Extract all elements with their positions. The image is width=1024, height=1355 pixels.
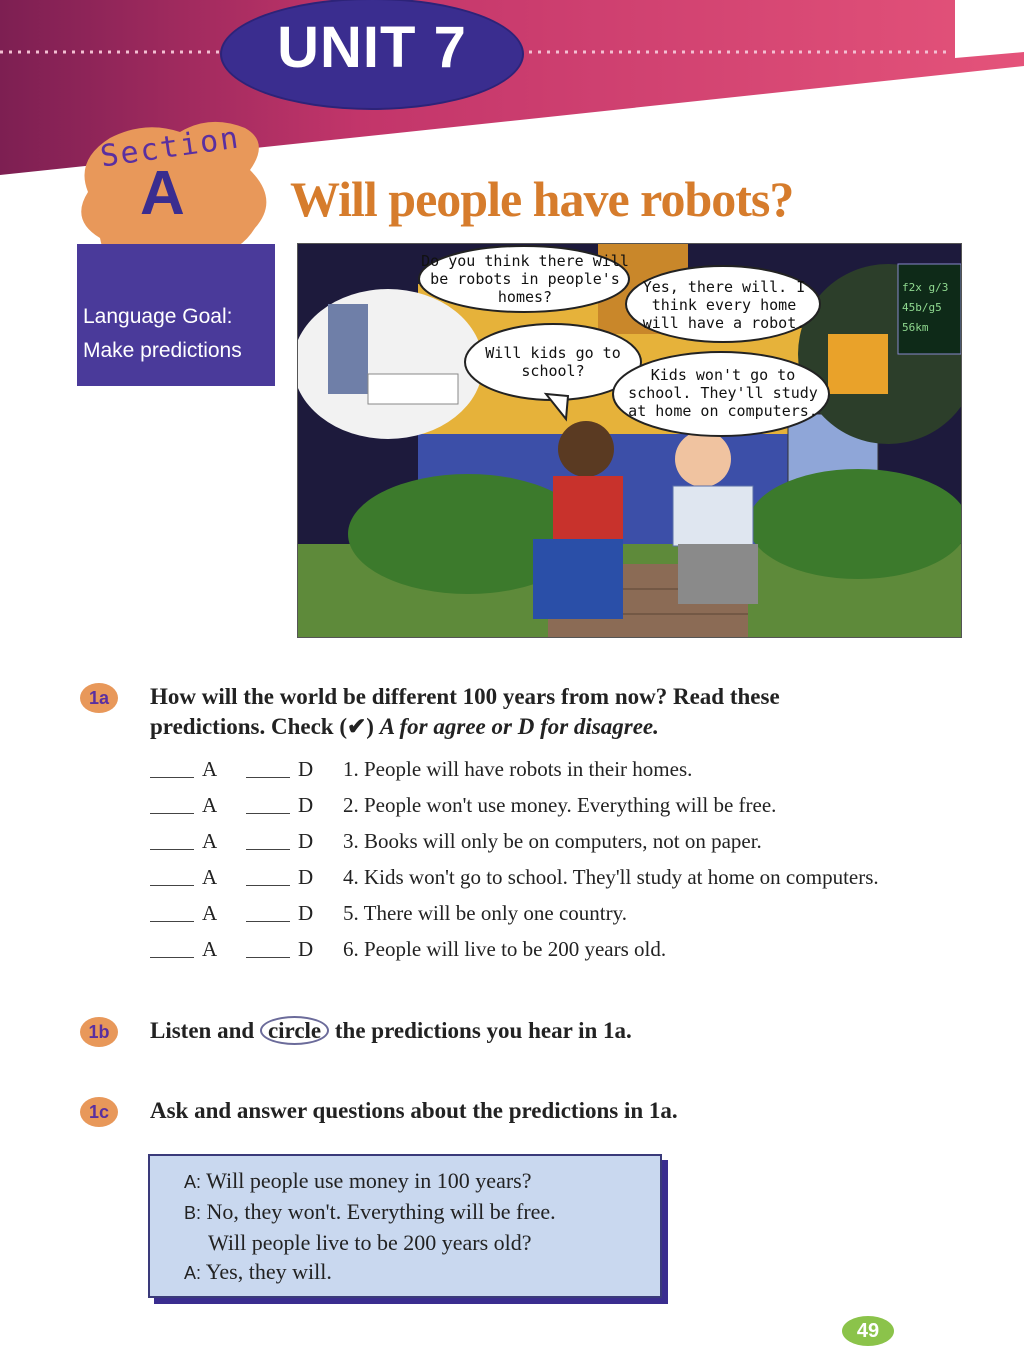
language-goal-text: Make predictions xyxy=(83,339,242,362)
language-goal xyxy=(83,300,273,368)
agree-blank[interactable] xyxy=(150,777,194,778)
prediction-text: 4. Kids won't go to school. They'll study at home on computers. xyxy=(343,865,879,889)
prediction-row xyxy=(150,901,980,935)
lesson-title: Will people have robots? xyxy=(290,171,794,227)
dialog-speaker: B: xyxy=(184,1203,202,1223)
prediction-row xyxy=(150,937,980,971)
agree-blank[interactable] xyxy=(150,813,194,814)
instruction-text: Listen and xyxy=(150,1018,255,1043)
check-mark-icon: ✔ xyxy=(347,714,367,739)
section-label: Section xyxy=(98,120,243,175)
dialog-line xyxy=(184,1257,654,1288)
disagree-label: D xyxy=(298,865,314,889)
instruction-text: the predictions you hear in 1a. xyxy=(334,1018,632,1043)
unit-title: UNIT 7 xyxy=(277,15,467,80)
disagree-label: D xyxy=(298,793,314,817)
screen-line-2: 45b/g5 xyxy=(902,301,942,314)
disagree-blank[interactable] xyxy=(246,957,290,958)
comic-illustration xyxy=(297,243,962,638)
agree-label: A xyxy=(202,793,218,817)
instruction-text-b: ) xyxy=(366,714,374,739)
dialog-text: No, they won't. Everything will be free. xyxy=(206,1199,556,1224)
disagree-blank[interactable] xyxy=(246,921,290,922)
prediction-text: 2. People won't use money. Everything will be free. xyxy=(343,793,777,817)
disagree-blank[interactable] xyxy=(246,777,290,778)
disagree-label: D xyxy=(298,829,314,853)
agree-blank[interactable] xyxy=(150,957,194,958)
agree-label: A xyxy=(202,865,218,889)
prediction-text: 1. People will have robots in their homes. xyxy=(343,757,693,781)
prediction-row xyxy=(150,865,980,899)
speech-bubble-2: Yes, there will. I think every home will have a robot. xyxy=(642,278,806,332)
exercise-1c-instruction: Ask and answer questions about the predictions in 1a. xyxy=(150,1098,678,1123)
prediction-row xyxy=(150,757,980,791)
example-dialog-box xyxy=(148,1154,662,1298)
prediction-text: 3. Books will only be on computers, not on paper. xyxy=(343,829,762,853)
disagree-blank[interactable] xyxy=(246,849,290,850)
disagree-blank[interactable] xyxy=(246,813,290,814)
screen-line-3: 56km xyxy=(902,321,929,334)
example-dialog xyxy=(184,1166,654,1288)
agree-blank[interactable] xyxy=(150,885,194,886)
dialog-line xyxy=(184,1166,654,1197)
instruction-text-c: A for agree or D for disagree. xyxy=(379,714,659,739)
section-letter: A xyxy=(140,159,185,228)
dialog-text: Will people live to be 200 years old? xyxy=(208,1230,532,1255)
speech-bubble-3: Will kids go to school? xyxy=(485,344,621,380)
computer-screen-text xyxy=(902,278,958,338)
prediction-text: 6. People will live to be 200 years old. xyxy=(343,937,667,961)
instruction-text-a: predictions. Check ( xyxy=(150,714,347,739)
disagree-blank[interactable] xyxy=(246,885,290,886)
language-goal-label: Language Goal: xyxy=(83,305,233,328)
dialog-line xyxy=(184,1228,654,1257)
agree-blank[interactable] xyxy=(150,921,194,922)
exercise-1a-instruction-line-1: How will the world be different 100 years from now? Read these xyxy=(150,684,780,709)
dialog-line xyxy=(184,1197,654,1228)
speech-bubble-4: Kids won't go to school. They'll study at home on computers. xyxy=(628,366,818,420)
exercise-1a-instruction-line-2 xyxy=(150,712,970,742)
dialog-speaker: A: xyxy=(184,1172,202,1192)
agree-label: A xyxy=(202,901,218,925)
agree-label: A xyxy=(202,757,218,781)
dialog-text: Will people use money in 100 years? xyxy=(206,1168,532,1193)
prediction-row xyxy=(150,793,980,827)
disagree-label: D xyxy=(298,901,314,925)
prediction-row xyxy=(150,829,980,863)
disagree-label: D xyxy=(298,937,314,961)
screen-line-1: f2x g/3 xyxy=(902,281,949,294)
exercise-1b-instruction xyxy=(150,1016,970,1046)
prediction-text: 5. There will be only one country. xyxy=(343,901,628,925)
exercise-1a-badge: 1a xyxy=(80,683,118,713)
agree-label: A xyxy=(202,829,218,853)
agree-blank[interactable] xyxy=(150,849,194,850)
disagree-label: D xyxy=(298,757,314,781)
circle-word: circle xyxy=(260,1016,329,1045)
exercise-1b-badge: 1b xyxy=(80,1017,118,1047)
exercise-1a-instructions xyxy=(150,682,970,742)
speech-bubble-1: Do you think there will be robots in people's homes? xyxy=(421,252,629,306)
page-number: 49 xyxy=(842,1316,894,1346)
agree-label: A xyxy=(202,937,218,961)
dialog-text: Yes, they will. xyxy=(205,1259,332,1284)
dialog-speaker: A: xyxy=(184,1263,202,1283)
exercise-1c-badge: 1c xyxy=(80,1097,118,1127)
